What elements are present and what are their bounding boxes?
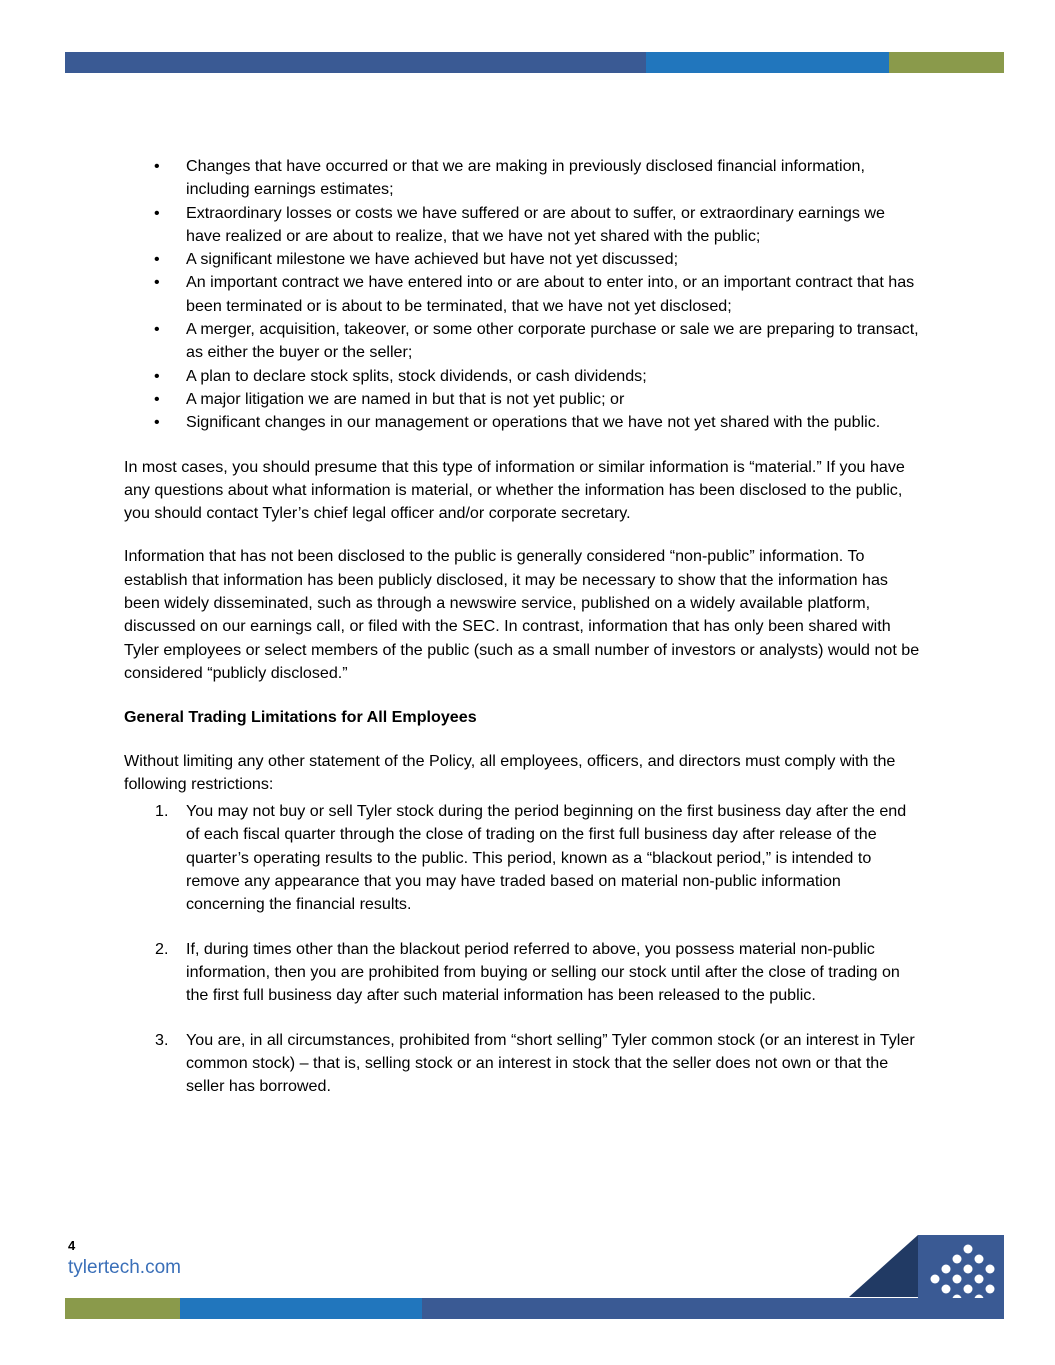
list-item [124, 1029, 924, 1099]
list-item [124, 938, 924, 1008]
footer-bar-blue-segment [180, 1298, 422, 1319]
list-item [124, 248, 924, 271]
footer-color-bar [65, 1298, 1004, 1319]
bullet-marker: • [154, 250, 160, 269]
material-info-bullet-list [124, 155, 924, 435]
list-item [124, 202, 924, 249]
list-item [124, 411, 924, 434]
section-heading: General Trading Limitations for All Employees [124, 708, 477, 727]
bullet-text: A plan to declare stock splits, stock dividends, or cash dividends; [186, 366, 647, 385]
header-bar-navy-segment [65, 52, 646, 73]
list-item [124, 155, 924, 202]
bullet-marker: • [154, 203, 160, 222]
list-item [124, 800, 924, 916]
bullet-marker: • [154, 320, 160, 339]
bullet-marker: • [154, 366, 160, 385]
bullet-marker: • [154, 157, 160, 175]
bullet-text: Changes that have occurred or that we are making in previously disclosed financial information, including earnings estimates; [186, 157, 865, 199]
header-bar-olive-segment [889, 52, 1004, 73]
list-item-text: You may not buy or sell Tyler stock during the period beginning on the first business day after the end of each fiscal quarter through the close of trading on the first full business day after release of the quarter’s operating results to the public. This period, known as a “blackout period,” is intended to remove any appearance that you may have traded based on material non-public information concerning the financial results. [186, 802, 907, 914]
site-url: tylertech.com [68, 1257, 181, 1278]
page-number: 4 [68, 1238, 76, 1253]
bullet-text: A major litigation we are named in but that is not yet public; or [186, 389, 625, 408]
list-item-text: If, during times other than the blackout period referred to above, you possess material non-public information, then you are prohibited from buying or selling our stock until after the close of trading on the first full business day after such material information has been released to the public. [186, 939, 900, 1005]
list-item [124, 271, 924, 318]
list-item [124, 365, 924, 388]
restrictions-intro-paragraph: Without limiting any other statement of the Policy, all employees, officers, and directors must comply with the following restrictions: [124, 751, 896, 793]
bullet-marker: • [154, 389, 160, 408]
bullet-marker: • [154, 273, 160, 292]
non-public-info-paragraph: Information that has not been disclosed to the public is generally considered “non-public” information. To establish that information has been publicly disclosed, it may be necessary to show that the information has been widely disseminated, such as through a newswire service, published on a widely available platform, discussed on our earnings call, or filed with the SEC. In contrast, information that has only been shared with Tyler employees or select members of the public (such as a small number of investors or analysts) would not be considered “publicly disclosed.” [124, 547, 920, 682]
bullet-text: A merger, acquisition, takeover, or some other corporate purchase or sale we are preparing to transact, as either the buyer or the seller; [186, 320, 919, 362]
bullet-text: An important contract we have entered into or are about to enter into, or an important contract that has been terminated or is about to be terminated, that we have not yet disclosed; [186, 273, 915, 315]
bullet-text: Significant changes in our management or operations that we have not yet shared with the public. [186, 413, 881, 432]
bullet-text: A significant milestone we have achieved but have not yet discussed; [186, 250, 679, 269]
list-item [124, 318, 924, 365]
list-number: 1. [155, 802, 169, 821]
bullet-marker: • [154, 413, 160, 432]
list-item-text: You are, in all circumstances, prohibited from “short selling” Tyler common stock (or an interest in Tyler common stock) – that is, selling stock or an interest in stock that the seller does not own or that the seller has borrowed. [186, 1030, 915, 1096]
list-number: 2. [155, 939, 169, 958]
restrictions-numbered-list [124, 800, 924, 1098]
material-presumption-paragraph: In most cases, you should presume that this type of information or similar information is “material.” If you have any questions about what information is material, or whether the information has been disclosed to the public, you should contact Tyler’s chief legal officer and/or corporate secretary. [124, 457, 905, 523]
header-bar-blue-segment [646, 52, 889, 73]
header-color-bar [65, 52, 1004, 73]
list-item [124, 388, 924, 411]
page-content [124, 155, 924, 1119]
footer-bar-olive-segment [65, 1298, 180, 1319]
bullet-text: Extraordinary losses or costs we have suffered or are about to suffer, or extraordinary earnings we have realized or are about to realize, that we have not yet shared with the public; [186, 203, 885, 245]
footer-bar-navy-segment [422, 1298, 1004, 1319]
list-number: 3. [155, 1030, 169, 1049]
